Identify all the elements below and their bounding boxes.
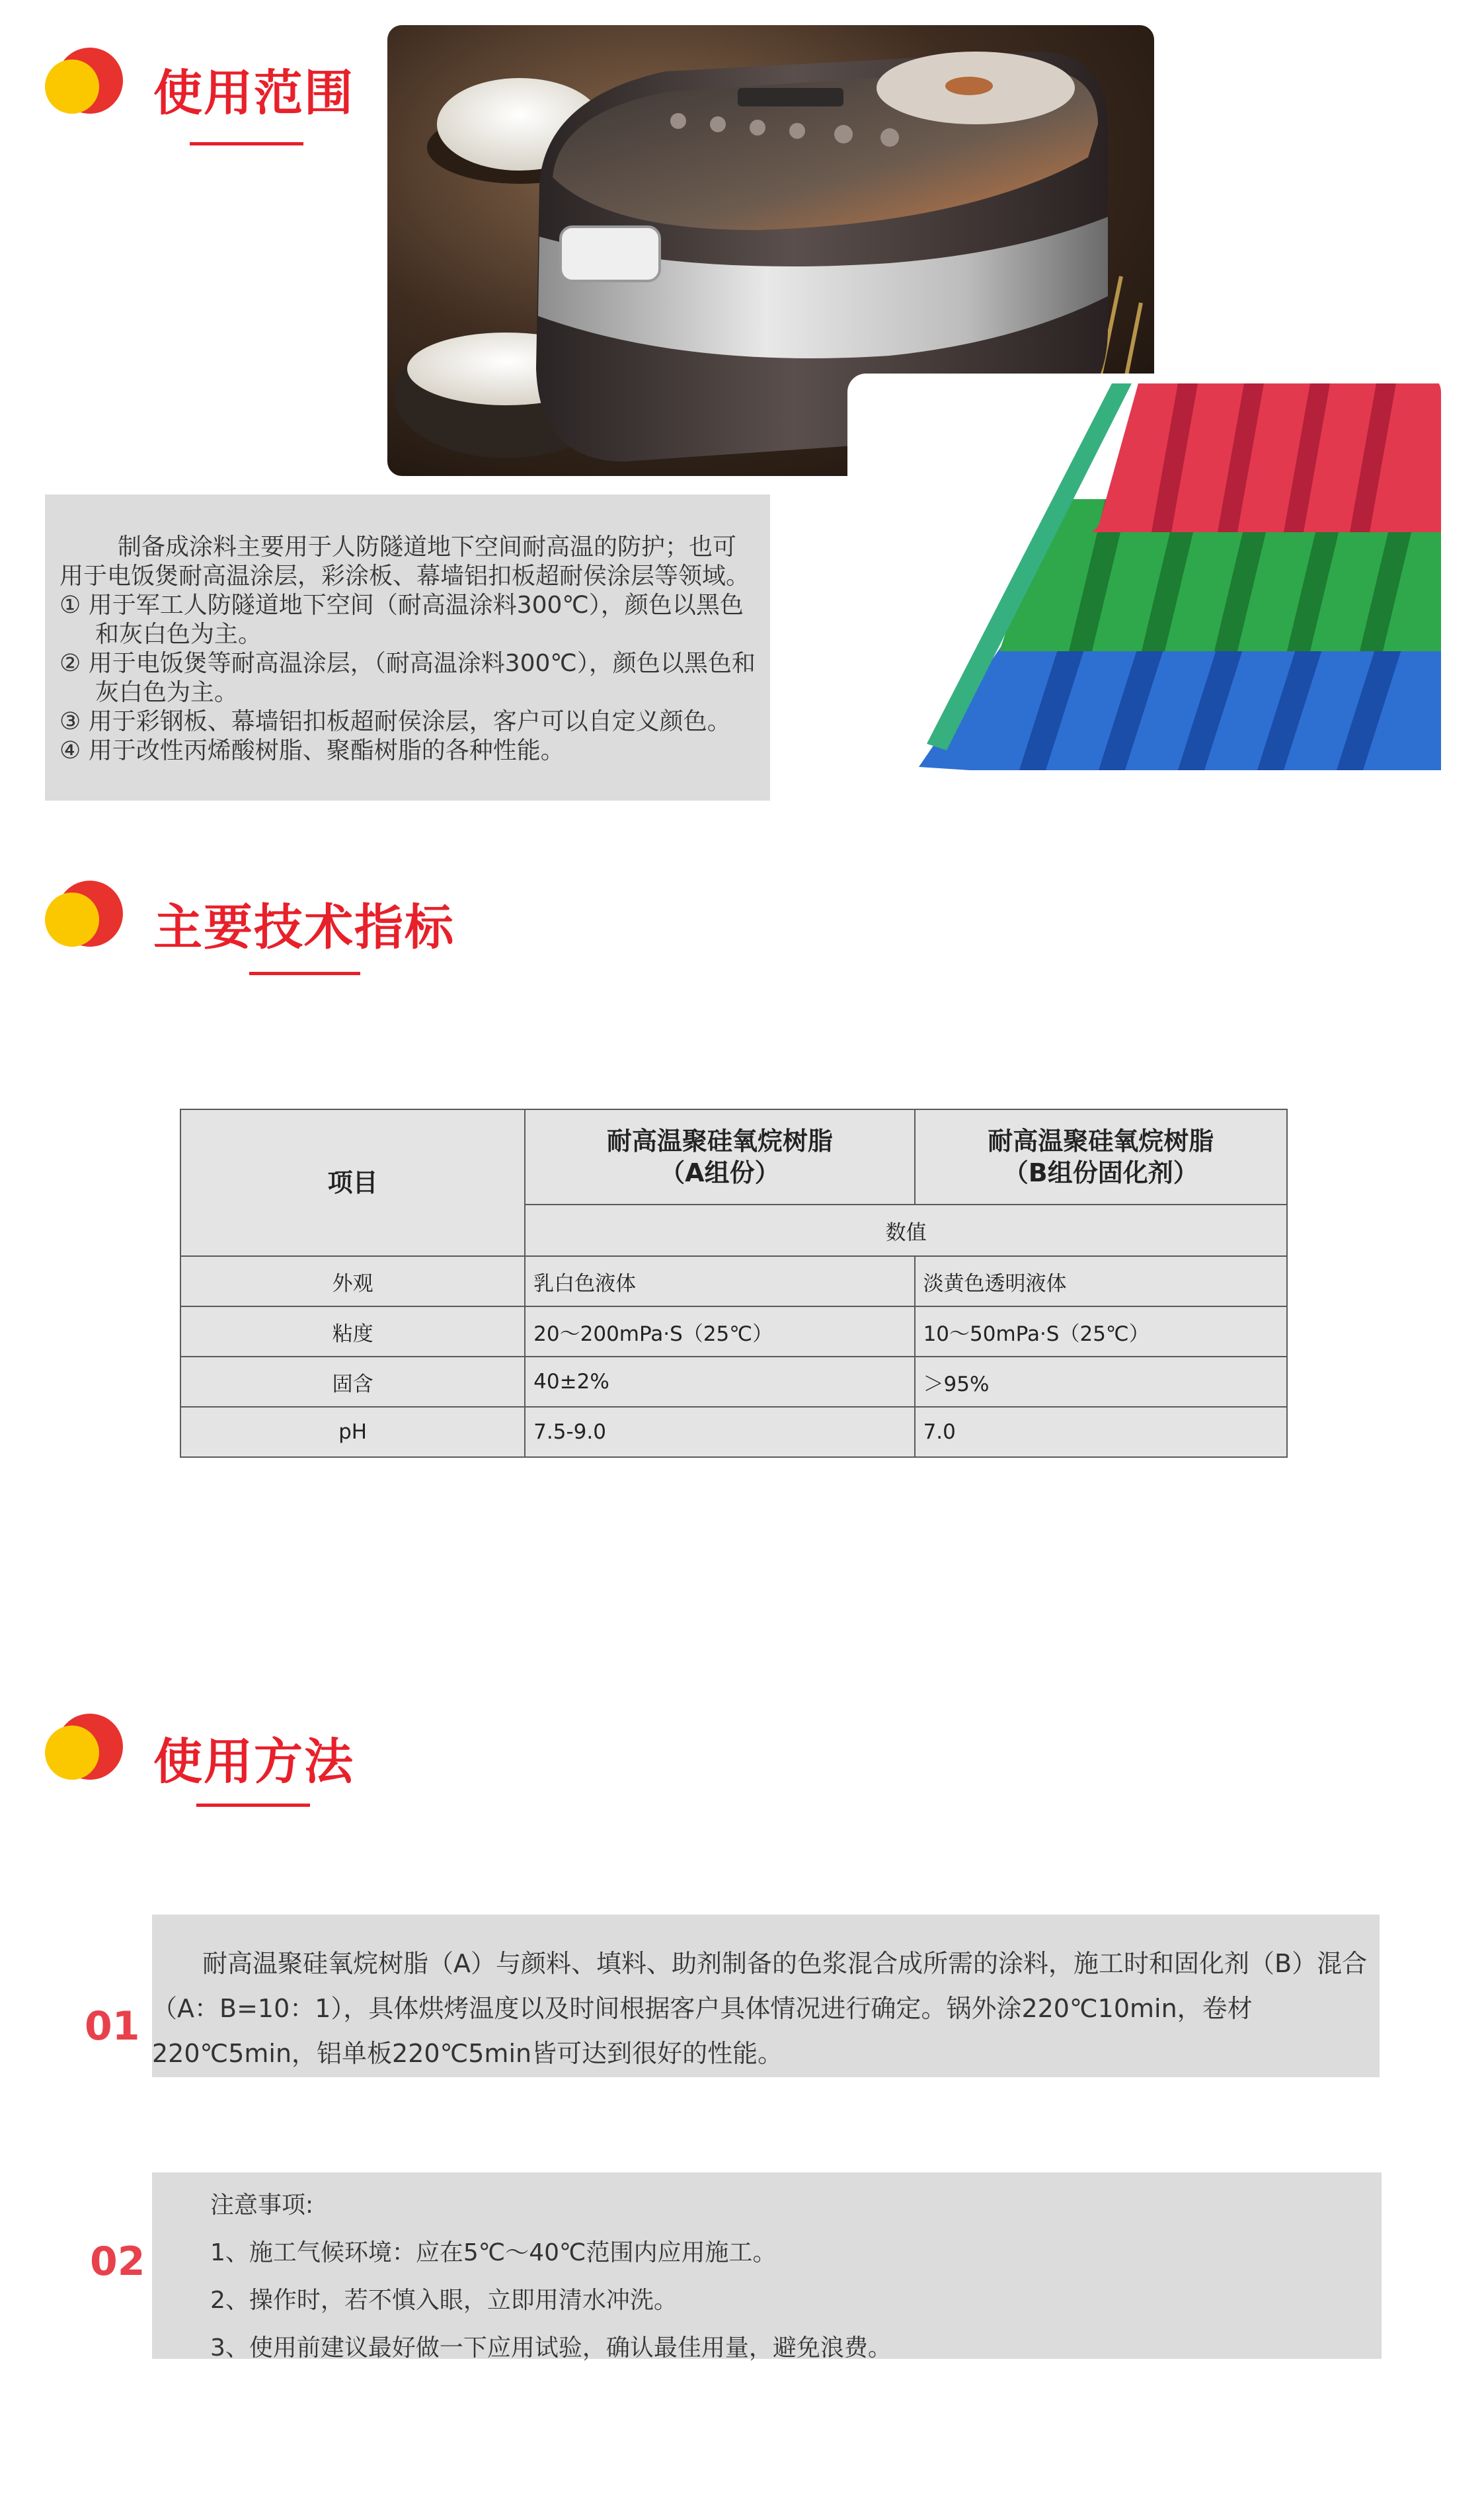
row-a: 20～200mPa·S（25℃） <box>525 1306 914 1357</box>
table-head-a: 耐高温聚硅氧烷树脂（A组份） <box>525 1109 914 1205</box>
color-steel-sheet-photo <box>847 374 1441 797</box>
usage-intro-line1: 制备成涂料主要用于人防隧道地下空间耐高温的防护；也可 <box>118 534 737 561</box>
usage-intro-line2: 用于电饭煲耐高温涂层，彩涂板、幕墙铝扣板超耐侯涂层等领域。 <box>59 563 750 590</box>
row-name: 外观 <box>180 1256 525 1306</box>
table-row <box>180 1357 1287 1407</box>
row-name: 固含 <box>180 1357 525 1407</box>
row-b: 10～50mPa·S（25℃） <box>915 1306 1287 1357</box>
table-head-item: 项目 <box>180 1109 525 1256</box>
section-icon-usage <box>45 48 118 120</box>
note-2: 2、操作时，若不慎入眼，立即用清水冲洗。 <box>210 2287 678 2314</box>
usage-item-1: ① 用于军工人防隧道地下空间（耐高温涂料300℃），颜色以黑色和灰白色为主。 <box>59 592 744 648</box>
row-name: 粘度 <box>180 1306 525 1357</box>
method-step-2-panel <box>152 2172 1382 2362</box>
usage-item-3: ③ 用于彩钢板、幕墙铝扣板超耐侯涂层，客户可以自定义颜色。 <box>59 708 731 735</box>
usage-description-panel <box>45 495 770 801</box>
section-underline-specs <box>249 972 360 975</box>
section-title-usage: 使用范围 <box>153 65 354 122</box>
note-3: 3、使用前建议最好做一下应用试验，确认最佳用量，避免浪费。 <box>210 2334 892 2362</box>
table-subhead-value: 数值 <box>525 1205 1287 1256</box>
method-step-1-panel <box>152 1915 1380 2077</box>
usage-item-2: ② 用于电饭煲等耐高温涂层，（耐高温涂料300℃），颜色以黑色和灰白色为主。 <box>59 650 756 706</box>
section-icon-specs <box>45 881 118 953</box>
table-row <box>180 1407 1287 1457</box>
section-underline-method <box>196 1804 310 1807</box>
step-number-1: 01 <box>85 2003 140 2049</box>
table-row <box>180 1306 1287 1357</box>
note-1: 1、施工气候环境：应在5℃～40℃范围内应用施工。 <box>210 2239 777 2266</box>
usage-item-4: ④ 用于改性丙烯酸树脂、聚酯树脂的各种性能。 <box>59 737 565 764</box>
row-name: pH <box>180 1407 525 1457</box>
spec-table <box>180 1109 1288 1458</box>
step-number-2: 02 <box>90 2239 145 2285</box>
row-a: 40±2% <box>525 1357 914 1407</box>
row-b: 淡黄色透明液体 <box>915 1256 1287 1306</box>
row-b: 7.0 <box>915 1407 1287 1457</box>
table-row <box>180 1256 1287 1306</box>
section-title-specs: 主要技术指标 <box>153 899 455 956</box>
section-underline-usage <box>190 142 303 145</box>
row-a: 7.5-9.0 <box>525 1407 914 1457</box>
row-b: ＞95% <box>915 1357 1287 1407</box>
section-title-method: 使用方法 <box>153 1733 354 1790</box>
row-a: 乳白色液体 <box>525 1256 914 1306</box>
section-icon-method <box>45 1714 118 1786</box>
notes-title: 注意事项: <box>210 2192 314 2219</box>
table-head-b: 耐高温聚硅氧烷树脂（B组份固化剂） <box>915 1109 1287 1205</box>
method-step-1-text: 耐高温聚硅氧烷树脂（A）与颜料、填料、助剂制备的色浆混合成所需的涂料，施工时和固化剂（B）混合（A：B=10：1），具体烘烤温度以及时间根据客户具体情况进行确定。锅外涂220℃10min，卷材220℃5min，铝单板220℃5min皆可达到很好的性能。 <box>152 1949 1368 2068</box>
